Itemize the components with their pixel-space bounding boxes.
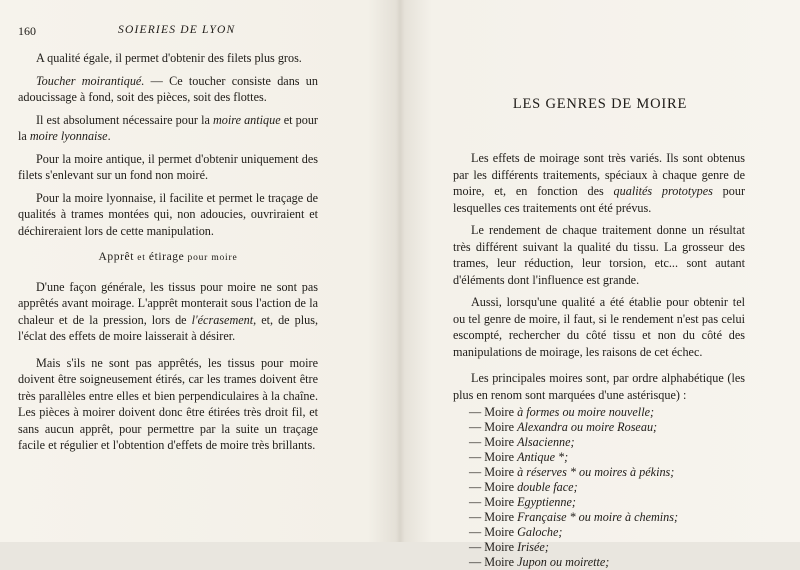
list-item: — Moire Alexandra ou moire Roseau; bbox=[469, 420, 658, 434]
list-item: — Moire Antique *; bbox=[469, 450, 569, 464]
paragraph: Le rendement de chaque traitement donne un résultat très différent suivant la qualité du tissu. La grosseur des trames, leur réduction, leur torsion, etc... sont autant d'éléments dont l'influence est grande. bbox=[453, 223, 745, 287]
running-head: SOIERIES DE LYON bbox=[118, 24, 236, 36]
right-page bbox=[400, 0, 800, 569]
list-item: — Moire Alsacienne; bbox=[469, 435, 575, 449]
paragraph: Pour la moire lyonnaise, il facilite et permet le traçage de qualités à trames montées qui, non adoucies, ouvriraient et déchireraient lors de cette manipulation. bbox=[18, 190, 318, 238]
paragraph: Les principales moires sont, par ordre alphabétique (les plus en renom sont marquées d'une astérisque) : bbox=[453, 371, 745, 402]
list-item: — Moire à formes ou moire nouvelle; bbox=[469, 405, 655, 419]
list-item: — Moire Jupon ou moirette; bbox=[469, 555, 610, 569]
term: Toucher moirantiqué. bbox=[36, 73, 145, 88]
paragraph: Mais s'ils ne sont pas apprêtés, les tissus pour moire doivent être soigneusement étirés, car les trames doivent être très parallèles entre elles et bien perpendiculaires à la chaîne. Les pièces à moirer doivent donc être étirées très droit fil, et sans aucun apprêt, pour permettre par la suite un traçage facile et régulier et l'obtention d'effets de moire très brillants. bbox=[18, 355, 318, 452]
paragraph: D'une façon générale, les tissus pour moire ne sont pas apprêtés avant moirage. L'apprêt monterait sous l'action de la chaleur et de la pression, lors de l'écrasement, et, de plus, l'éclat des effets de moire laisserait à désirer. bbox=[18, 279, 318, 343]
right-page-body bbox=[453, 150, 745, 570]
list-item: — Moire double face; bbox=[469, 480, 578, 494]
list-item: — Moire Egyptienne; bbox=[469, 495, 576, 509]
section-subheading: Apprêt et étirage pour moire bbox=[98, 251, 238, 263]
list-item: — Moire Française * ou moire à chemins; bbox=[469, 510, 679, 524]
list-item: — Moire Irisée; bbox=[469, 540, 549, 554]
moire-list bbox=[453, 405, 745, 570]
left-page bbox=[0, 0, 400, 542]
paragraph: Il est absolument nécessaire pour la moire antique et pour la moire lyonnaise. bbox=[18, 112, 318, 143]
paragraph: Toucher moirantiqué. — Ce toucher consiste dans un adoucissage à fond, soit des pièces, soit des flottes. bbox=[18, 73, 318, 104]
paragraph: Aussi, lorsqu'une qualité a été établie pour obtenir tel ou tel genre de moire, il faut, si le rendement n'est pas celui escompté, rechercher du côté tissu et non du côté des manipulations de moirage, les raisons de cet échec. bbox=[453, 295, 745, 359]
paragraph: A qualité égale, il permet d'obtenir des filets plus gros. bbox=[36, 51, 302, 65]
page-header bbox=[18, 24, 318, 38]
chapter-title: LES GENRES DE MOIRE bbox=[512, 96, 688, 112]
page-number: 160 bbox=[18, 24, 36, 38]
paragraph: Pour la moire antique, il permet d'obtenir uniquement des filets s'enlevant sur un fond non moiré. bbox=[18, 151, 318, 182]
list-item: — Moire à réserves * ou moires à pékins; bbox=[469, 465, 675, 479]
left-page-body bbox=[18, 50, 318, 454]
list-item: — Moire Galoche; bbox=[469, 525, 563, 539]
paragraph: Les effets de moirage sont très variés. Ils sont obtenus par les différents traitements, spéciaux à chaque genre de moire, et, en fonction des qualités prototypes pour lesquelles ces traitements ont été prévus. bbox=[453, 151, 745, 215]
